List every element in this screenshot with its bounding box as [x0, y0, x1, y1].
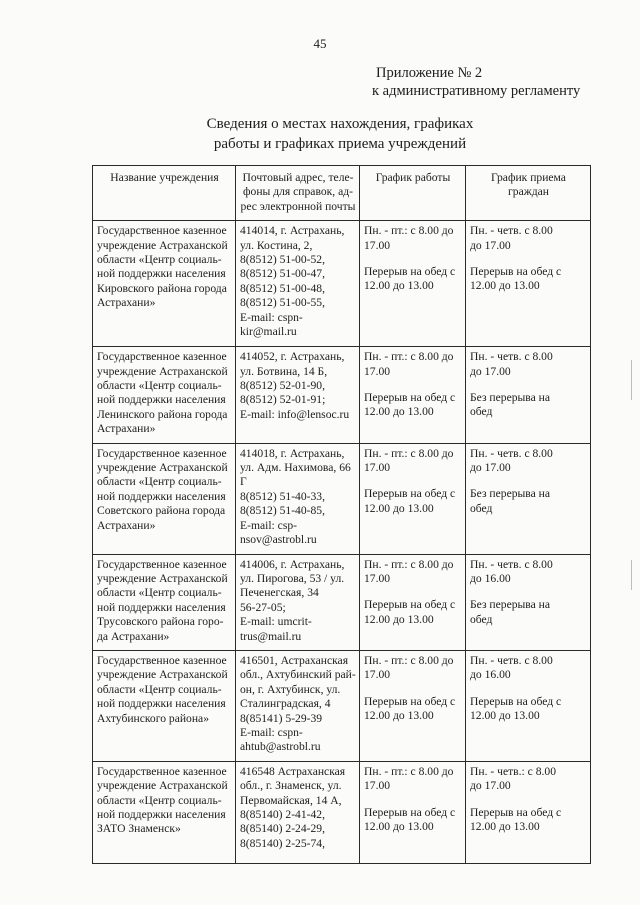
work-break: Перерыв на обед с 12.00 до 13.00	[364, 805, 456, 833]
document-title	[150, 114, 530, 154]
reception-hours: Пн. - четв. с 8.00 до 17.00	[470, 224, 553, 252]
table-row	[93, 221, 591, 347]
header-work-schedule: График работы	[360, 166, 466, 221]
appendix-heading	[372, 64, 580, 100]
work-hours: Пн. - пт.: с 8.00 до 17.00	[364, 764, 454, 793]
work-schedule-cell	[360, 554, 466, 650]
work-break: Перерыв на обед с 12.00 до 13.00	[364, 694, 456, 723]
header-institution-name: Название учреждения	[93, 166, 236, 221]
table-header-row	[93, 166, 591, 221]
reception-hours: Пн. - четв. с 8.00 до 16.00	[470, 557, 553, 585]
table-row	[93, 650, 591, 761]
appendix-reference: к административному регламенту	[372, 83, 581, 99]
reception-hours: Пн. - четв. с 8.00 до 17.00	[470, 446, 553, 475]
work-hours: Пн. - пт.: с 8.00 до 17.00	[364, 557, 454, 585]
page-number: 45	[313, 36, 327, 51]
reception-hours: Пн. - четв. с 8.00 до 16.00	[470, 653, 553, 682]
work-schedule-cell	[360, 650, 466, 761]
institution-address: 416548 Астраханская обл., г. Знаменск, ул. Первомайская, 14 А, 8(85140) 2-41-42, 8(85140) 2-24-29, 8(85140) 2-25-74,	[236, 761, 360, 863]
header-reception-schedule: График приема граждан	[466, 166, 591, 221]
scan-margin-line	[631, 560, 632, 590]
institution-address: 414052, г. Астрахань, ул. Ботвина, 14 Б, 8(8512) 52-01-90, 8(8512) 52-01-91; E-mail: info@lensoc.ru	[236, 347, 360, 443]
institution-address: 414014, г. Астрахань, ул. Костина, 2, 8(8512) 51-00-52, 8(8512) 51-00-47, 8(8512) 51-00-48, 8(8512) 51-00-55, E-mail: cspn- kir@mail.ru	[236, 221, 360, 347]
header-address-contacts: Почтовый адрес, теле- фоны для справок, ад- рес электронной почты	[236, 166, 360, 221]
reception-break: Перерыв на обед с 12.00 до 13.00	[470, 805, 562, 833]
institution-address: 414018, г. Астрахань, ул. Адм. Нахимова, 66 Г 8(8512) 51-40-33, 8(8512) 51-40-85, E-mail: csp- nsov@astrobl.ru	[236, 443, 360, 554]
work-hours: Пн. - пт.: с 8.00 до 17.00	[364, 224, 454, 252]
appendix-number: Приложение № 2	[376, 65, 483, 81]
reception-schedule-cell	[466, 221, 591, 347]
work-hours: Пн. - пт.: с 8.00 до 17.00	[364, 446, 454, 475]
work-schedule-cell	[360, 761, 466, 863]
institution-name: Государственное казенное учреждение Астраханской области «Центр социаль- ной поддержки населения Трусовского района горо- да Астрахани»	[93, 554, 236, 650]
institutions-table	[92, 165, 591, 864]
institution-address: 414006, г. Астрахань, ул. Пирогова, 53 / ул. Печенегская, 34 56-27-05; E-mail: umcrit- trus@mail.ru	[236, 554, 360, 650]
work-schedule-cell	[360, 221, 466, 347]
reception-break: Без перерыва на обед	[470, 598, 551, 626]
work-hours: Пн. - пт.: с 8.00 до 17.00	[364, 350, 454, 378]
reception-schedule-cell	[466, 443, 591, 554]
institution-address: 416501, Астраханская обл., Ахтубинский рай- он, г. Ахтубинск, ул. Сталинградская, 4 8(85141) 5-29-39 E-mail: cspn- ahtub@astrobl.ru	[236, 650, 360, 761]
reception-schedule-cell	[466, 650, 591, 761]
reception-break: Без перерыва на обед	[470, 391, 551, 419]
reception-hours: Пн. - четв. с 8.00 до 17.00	[470, 350, 553, 378]
reception-hours: Пн. - четв.: с 8.00 до 17.00	[470, 764, 557, 793]
institution-name: Государственное казенное учреждение Астраханской области «Центр социаль- ной поддержки населения Кировского района города Астрахани»	[93, 221, 236, 347]
reception-schedule-cell	[466, 761, 591, 863]
work-break: Перерыв на обед с 12.00 до 13.00	[364, 265, 456, 293]
document-title-line-1: Сведения о местах нахождения, графиках	[206, 116, 474, 132]
reception-break: Перерыв на обед с 12.00 до 13.00	[470, 694, 562, 723]
table-row	[93, 347, 591, 443]
institution-name: Государственное казенное учреждение Астраханской области «Центр социаль- ной поддержки населения Ахтубинского района»	[93, 650, 236, 761]
reception-schedule-cell	[466, 347, 591, 443]
reception-schedule-cell	[466, 554, 591, 650]
institution-name: Государственное казенное учреждение Астраханской области «Центр социаль- ной поддержки населения Ленинского района города Астрахани»	[93, 347, 236, 443]
scan-margin-line	[631, 360, 632, 400]
document-title-line-2: работы и графиках приема учреждений	[213, 136, 467, 152]
work-schedule-cell	[360, 347, 466, 443]
work-break: Перерыв на обед с 12.00 до 13.00	[364, 598, 456, 626]
table-row	[93, 554, 591, 650]
work-break: Перерыв на обед с 12.00 до 13.00	[364, 487, 456, 515]
institution-name: Государственное казенное учреждение Астраханской области «Центр социаль- ной поддержки населения Советского района города Астрахани»	[93, 443, 236, 554]
table-row	[93, 761, 591, 863]
reception-break: Перерыв на обед с 12.00 до 13.00	[470, 265, 562, 293]
work-hours: Пн. - пт.: с 8.00 до 17.00	[364, 653, 454, 682]
work-schedule-cell	[360, 443, 466, 554]
work-break: Перерыв на обед с 12.00 до 13.00	[364, 391, 456, 419]
institution-name: Государственное казенное учреждение Астраханской области «Центр социаль- ной поддержки населения ЗАТО Знаменск»	[93, 761, 236, 863]
reception-break: Без перерыва на обед	[470, 487, 551, 515]
table-row	[93, 443, 591, 554]
